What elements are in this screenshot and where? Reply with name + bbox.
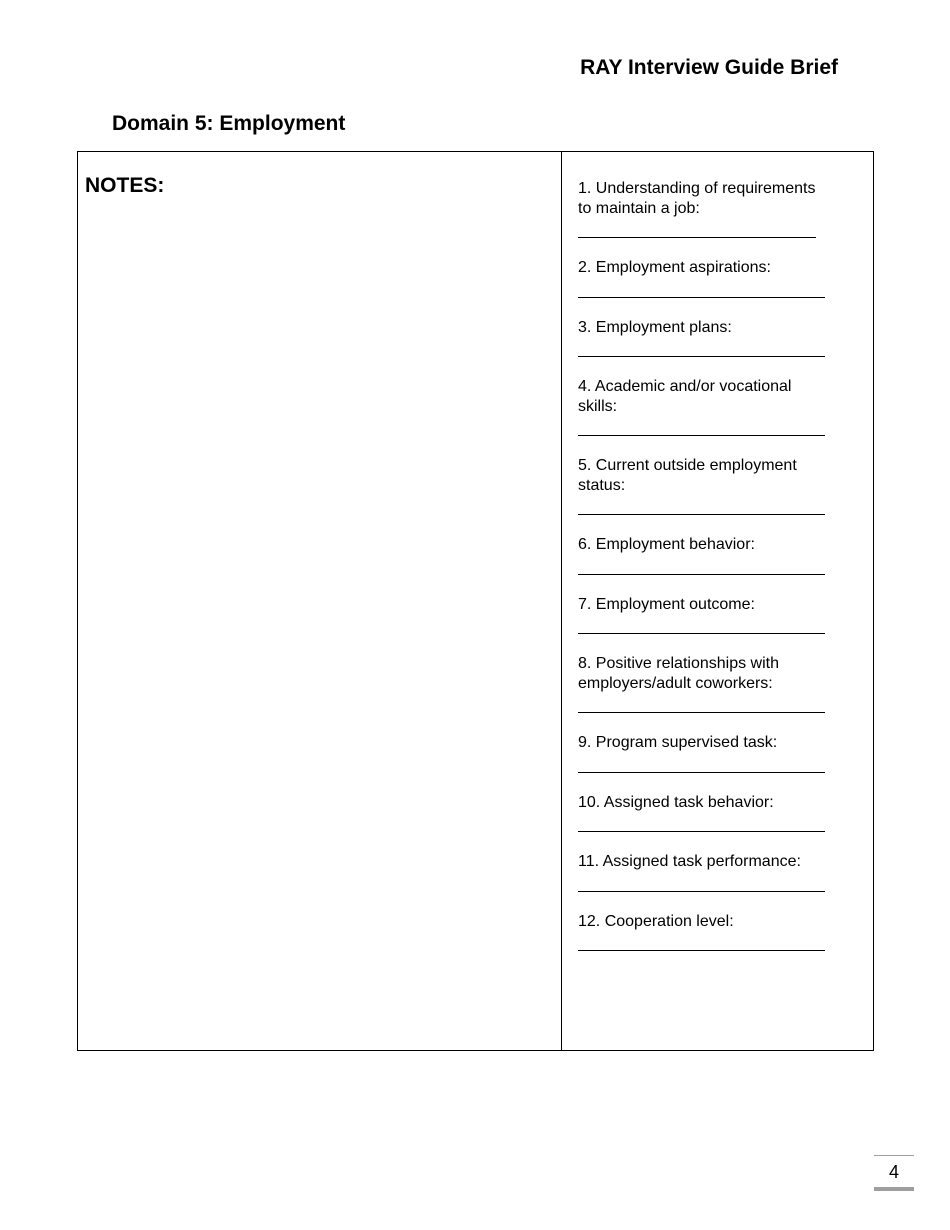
item-positive-relationships bbox=[578, 654, 848, 713]
item-employment-behavior bbox=[578, 535, 848, 575]
document-header-title: RAY Interview Guide Brief bbox=[580, 56, 838, 79]
item-label: 2. Employment aspirations: bbox=[578, 259, 771, 276]
item-label: 6. Employment behavior: bbox=[578, 536, 755, 553]
item-cooperation-level bbox=[578, 912, 848, 952]
item-employment-plans bbox=[578, 318, 848, 358]
item-label: 11. Assigned task performance: bbox=[578, 853, 801, 870]
item-current-employment-status bbox=[578, 456, 848, 515]
employment-form-table bbox=[77, 151, 874, 1051]
item-label: 8. Positive relationships with employers/adult coworkers: bbox=[578, 655, 779, 692]
answer-line[interactable] bbox=[578, 297, 825, 298]
answer-line[interactable] bbox=[578, 574, 825, 575]
page-number-bar bbox=[874, 1187, 914, 1191]
answer-line[interactable] bbox=[578, 237, 816, 238]
item-understanding-requirements bbox=[578, 179, 848, 238]
item-label: 12. Cooperation level: bbox=[578, 912, 734, 930]
item-assigned-task-performance bbox=[578, 852, 848, 892]
section-title: Domain 5: Employment bbox=[112, 112, 346, 135]
answer-line[interactable] bbox=[578, 514, 825, 515]
answer-line[interactable] bbox=[578, 435, 825, 436]
item-label: 9. Program supervised task: bbox=[578, 734, 778, 751]
item-employment-aspirations bbox=[578, 258, 848, 298]
answer-line[interactable] bbox=[578, 950, 825, 951]
assessment-items-list bbox=[578, 179, 848, 971]
item-employment-outcome bbox=[578, 595, 848, 635]
item-academic-vocational-skills bbox=[578, 377, 848, 436]
page-number-box bbox=[874, 1155, 914, 1191]
item-label: 3. Employment plans: bbox=[578, 318, 732, 336]
item-label: 5. Current outside employment status: bbox=[578, 457, 797, 494]
page-number: 4 bbox=[888, 1162, 899, 1182]
answer-line[interactable] bbox=[578, 831, 825, 832]
answer-line[interactable] bbox=[578, 712, 825, 713]
item-assigned-task-behavior bbox=[578, 793, 848, 833]
answer-line[interactable] bbox=[578, 891, 825, 892]
answer-line[interactable] bbox=[578, 772, 825, 773]
item-label: 1. Understanding of requirements to maintain a job: bbox=[578, 180, 816, 217]
item-label: 4. Academic and/or vocational skills: bbox=[578, 378, 792, 415]
answer-line[interactable] bbox=[578, 633, 825, 634]
column-divider bbox=[561, 152, 562, 1050]
item-label: 7. Employment outcome: bbox=[578, 595, 755, 613]
notes-label: NOTES: bbox=[85, 174, 165, 197]
item-program-supervised-task bbox=[578, 733, 848, 773]
answer-line[interactable] bbox=[578, 356, 825, 357]
item-label: 10. Assigned task behavior: bbox=[578, 793, 774, 811]
